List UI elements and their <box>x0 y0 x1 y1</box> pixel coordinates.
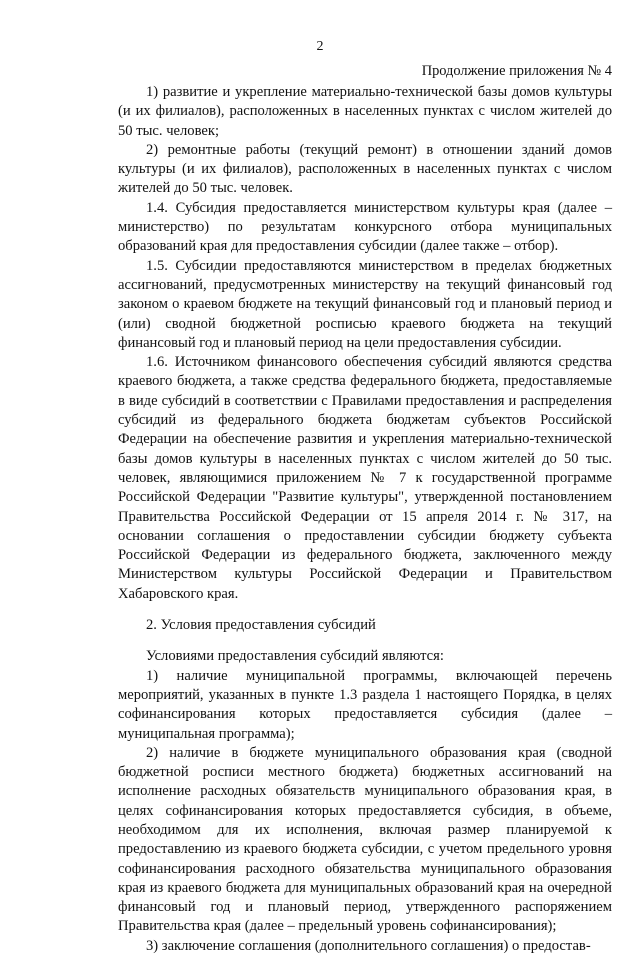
paragraph: 2) ремонтные работы (текущий ремонт) в отношении зданий домов культуры (и их филиалов), расположенных в населенных пунктах с числом жителей до 50 тыс. человек. <box>118 141 612 197</box>
paragraph: 1) развитие и укрепление материально-технической базы домов культуры (и их филиалов), расположенных в населенных пунктах с числом жителей до 50 тыс. человек; <box>118 84 612 139</box>
section-heading: 2. Условия предоставления субсидий <box>146 617 376 634</box>
paragraph: Условиями предоставления субсидий являются: <box>146 648 444 665</box>
paragraph: 2) наличие в бюджете муниципального образования края (сводной бюджетной росписи местного бюджета) бюджетных ассигнований на исполнение расходных обязательств муниципального образования края, в целях софинансирования которых предоставляется субсидия, в объеме, необходимом для их исполнения, включая размер планируемой к предоставлению из краевого бюджета субсидии, с учетом предельного уровня софинансирования расходного обязательства муниципального образования края из краевого бюджета для муниципальных образований края на очередной финансовый год и плановый период, утвержденного распоряжением Правительства края (далее – предельный уровень софинансирования); <box>118 744 612 935</box>
paragraph: 1.6. Источником финансового обеспечения субсидий являются средства краевого бюджета, а также средства федерального бюджета, предоставляемые в виде субсидий в соответствии с Правилами предоставления и распределения субсидий из федерального бюджета бюджетам субъектов Российской Федерации на обеспечение развития и укрепления материально-технической базы домов культуры в населенных пунктах с числом жителей до 50 тыс. человек, являющимися приложением № 7 к государственной программе Российской Федерации "Развитие культуры", утвержденной постановлением Правительства Российской Федерации от 15 апреля 2014 г. № 317, на основании соглашения о предоставлении субсидии бюджету субъекта Российской Федерации из федерального бюджета, заключенного между Министерством культуры Российской Федерации и Правительством Хабаровского края. <box>118 354 612 602</box>
continuation-note: Продолжение приложения № 4 <box>421 63 612 79</box>
document-body <box>118 83 612 956</box>
spacer <box>118 604 612 616</box>
paragraph: 3) заключение соглашения (дополнительного соглашения) о предостав- <box>146 937 591 954</box>
page-number: 2 <box>316 39 324 54</box>
paragraph: 1) наличие муниципальной программы, включающей перечень мероприятий, указанных в пункте 1.3 раздела 1 настоящего Порядка, в целях софинансирования которых предоставляется субсидия (далее – муниципальная программа); <box>118 667 612 742</box>
paragraph: 1.5. Субсидии предоставляются министерством в пределах бюджетных ассигнований, предусмотренных министерству на текущий финансовый год законом о краевом бюджете на текущий финансовый год и плановый период и (или) сводной бюджетной росписью краевого бюджета на текущий финансовый год и плановый период на цели предоставления субсидии. <box>118 257 612 351</box>
paragraph: 1.4. Субсидия предоставляется министерством культуры края (далее – министерство) по результатам конкурсного отбора муниципальных образований края для предоставления субсидии (далее также – отбор). <box>118 199 612 255</box>
spacer <box>118 635 612 647</box>
